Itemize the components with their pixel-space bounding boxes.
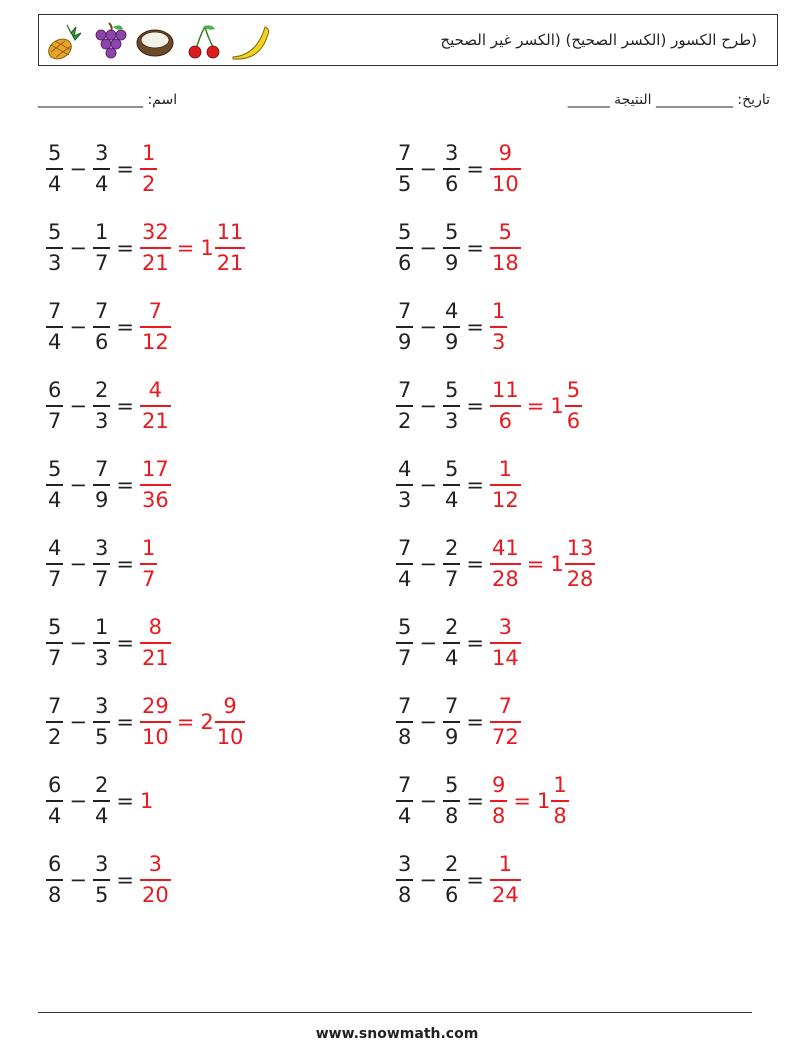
denominator: 7 bbox=[94, 566, 109, 591]
denominator: 7 bbox=[48, 566, 62, 591]
numerator: 3 bbox=[398, 852, 412, 877]
fruit-strip bbox=[43, 19, 273, 63]
answer bbox=[490, 459, 521, 511]
denominator: 3 bbox=[94, 408, 109, 433]
denominator: 21 bbox=[141, 645, 169, 670]
numerator: 7 bbox=[398, 299, 412, 324]
numerator: 3 bbox=[94, 141, 109, 166]
denominator: 18 bbox=[491, 250, 519, 275]
minus-sign: − bbox=[69, 789, 87, 813]
problem-item bbox=[396, 769, 569, 833]
minus-sign: − bbox=[69, 315, 87, 339]
minus-sign: − bbox=[69, 157, 87, 181]
cherries-icon bbox=[189, 25, 219, 58]
numerator: 5 bbox=[48, 457, 62, 482]
equals-sign: = bbox=[466, 631, 484, 655]
numerator: 7 bbox=[398, 536, 412, 561]
numerator: 5 bbox=[48, 220, 62, 245]
denominator: 3 bbox=[444, 408, 459, 433]
minuend-fraction bbox=[46, 775, 63, 827]
denominator: 72 bbox=[491, 724, 519, 749]
minuend-fraction bbox=[396, 380, 413, 432]
numerator: 7 bbox=[94, 299, 109, 324]
minus-sign: − bbox=[69, 236, 87, 260]
numerator: 9 bbox=[498, 141, 513, 166]
problem-item bbox=[396, 532, 595, 596]
answer bbox=[490, 775, 569, 827]
numerator: 6 bbox=[48, 773, 62, 798]
denominator: 14 bbox=[491, 645, 519, 670]
numerator: 3 bbox=[444, 141, 459, 166]
denominator: 8 bbox=[398, 882, 412, 907]
denominator: 4 bbox=[48, 487, 62, 512]
denominator: 4 bbox=[48, 329, 62, 354]
minus-sign: − bbox=[419, 315, 437, 339]
denominator: 4 bbox=[444, 487, 459, 512]
numerator: 1 bbox=[498, 457, 513, 482]
numerator: 5 bbox=[48, 615, 62, 640]
answer bbox=[140, 380, 171, 432]
minuend-fraction bbox=[396, 222, 413, 274]
answer-fraction bbox=[140, 459, 171, 511]
denominator: 7 bbox=[141, 566, 156, 591]
minuend-fraction bbox=[396, 617, 413, 669]
numerator: 3 bbox=[148, 852, 163, 877]
minuend-fraction bbox=[46, 143, 63, 195]
answer-fraction bbox=[490, 143, 521, 195]
denominator: 4 bbox=[398, 803, 412, 828]
answer bbox=[140, 538, 157, 590]
numerator: 17 bbox=[141, 457, 169, 482]
answer bbox=[490, 301, 507, 353]
answer bbox=[490, 222, 521, 274]
minuend-fraction bbox=[396, 538, 413, 590]
mixed-whole-part: 1 bbox=[200, 236, 214, 260]
equals-sign: = bbox=[116, 868, 134, 892]
denominator: 5 bbox=[94, 724, 109, 749]
denominator: 12 bbox=[141, 329, 169, 354]
denominator: 3 bbox=[491, 329, 506, 354]
subtrahend-fraction bbox=[93, 222, 110, 274]
answer bbox=[140, 301, 171, 353]
answer bbox=[140, 459, 171, 511]
answer bbox=[140, 617, 171, 669]
minuend-fraction bbox=[396, 854, 413, 906]
numerator: 2 bbox=[94, 773, 109, 798]
denominator: 20 bbox=[141, 882, 169, 907]
answer bbox=[490, 143, 521, 195]
denominator: 4 bbox=[94, 803, 109, 828]
answer-fraction bbox=[490, 459, 521, 511]
answer bbox=[140, 222, 245, 274]
problem-item bbox=[46, 374, 171, 438]
problem-item bbox=[46, 848, 171, 912]
numerator: 8 bbox=[148, 615, 163, 640]
equals-sign: = bbox=[466, 315, 484, 339]
problem-item bbox=[396, 690, 521, 754]
numerator: 1 bbox=[553, 773, 567, 798]
minus-sign: − bbox=[69, 473, 87, 497]
denominator: 9 bbox=[94, 487, 109, 512]
answer-fraction bbox=[490, 222, 521, 274]
equals-sign: = bbox=[116, 710, 134, 734]
coconut-icon bbox=[137, 30, 173, 56]
mixed-whole-part: 1 bbox=[550, 394, 564, 418]
answer-fraction bbox=[140, 380, 171, 432]
minus-sign: − bbox=[69, 868, 87, 892]
denominator: 10 bbox=[216, 724, 244, 749]
equals-sign: = bbox=[176, 236, 195, 260]
name-field-label: اسم: _______________ bbox=[38, 92, 178, 108]
minus-sign: − bbox=[69, 552, 87, 576]
numerator: 5 bbox=[398, 615, 412, 640]
answer-fraction bbox=[490, 301, 507, 353]
answer bbox=[490, 380, 582, 432]
numerator: 3 bbox=[94, 536, 109, 561]
equals-sign: = bbox=[176, 710, 195, 734]
denominator: 6 bbox=[498, 408, 513, 433]
equals-sign: = bbox=[116, 236, 134, 260]
answer-fraction bbox=[140, 222, 171, 274]
numerator: 5 bbox=[444, 378, 459, 403]
subtrahend-fraction bbox=[443, 538, 460, 590]
denominator: 21 bbox=[216, 250, 244, 275]
denominator: 6 bbox=[566, 408, 581, 433]
minus-sign: − bbox=[419, 710, 437, 734]
numerator: 5 bbox=[498, 220, 513, 245]
subtrahend-fraction bbox=[443, 459, 460, 511]
numerator: 7 bbox=[498, 694, 513, 719]
problem-item bbox=[396, 137, 521, 201]
subtrahend-fraction bbox=[443, 380, 460, 432]
equals-sign: = bbox=[116, 315, 134, 339]
numerator: 5 bbox=[566, 378, 581, 403]
equals-sign: = bbox=[116, 631, 134, 655]
numerator: 1 bbox=[141, 141, 156, 166]
answer bbox=[140, 854, 171, 906]
problem-item bbox=[46, 453, 171, 517]
minus-sign: − bbox=[419, 157, 437, 181]
subtrahend-fraction bbox=[443, 301, 460, 353]
minus-sign: − bbox=[419, 473, 437, 497]
footer-url: www.snowmath.com bbox=[315, 1026, 479, 1042]
answer-fraction bbox=[490, 380, 521, 432]
numerator: 1 bbox=[141, 536, 156, 561]
minuend-fraction bbox=[46, 854, 63, 906]
answer-fraction bbox=[140, 143, 157, 195]
numerator: 1 bbox=[498, 852, 513, 877]
subtrahend-fraction bbox=[93, 775, 110, 827]
denominator: 10 bbox=[491, 171, 519, 196]
denominator: 9 bbox=[398, 329, 412, 354]
numerator: 4 bbox=[148, 378, 163, 403]
numerator: 13 bbox=[566, 536, 594, 561]
footer-divider bbox=[38, 1012, 752, 1013]
minuend-fraction bbox=[396, 143, 413, 195]
numerator: 9 bbox=[223, 694, 237, 719]
date-score-label: تاريخ: ___________ النتيجة ______ bbox=[567, 92, 770, 108]
numerator: 5 bbox=[444, 457, 459, 482]
equals-sign: = bbox=[466, 473, 484, 497]
denominator: 36 bbox=[141, 487, 169, 512]
minuend-fraction bbox=[46, 380, 63, 432]
numerator: 6 bbox=[48, 378, 62, 403]
equals-sign: = bbox=[116, 552, 134, 576]
denominator: 2 bbox=[398, 408, 412, 433]
answer-fraction bbox=[140, 854, 171, 906]
equals-sign: = bbox=[466, 868, 484, 892]
problem-item bbox=[396, 848, 521, 912]
denominator: 7 bbox=[444, 566, 459, 591]
denominator: 7 bbox=[48, 408, 62, 433]
denominator: 4 bbox=[48, 803, 62, 828]
answer-fraction bbox=[490, 617, 521, 669]
numerator: 11 bbox=[491, 378, 519, 403]
equals-sign: = bbox=[116, 157, 134, 181]
denominator: 8 bbox=[398, 724, 412, 749]
minuend-fraction bbox=[396, 301, 413, 353]
denominator: 5 bbox=[94, 882, 109, 907]
denominator: 24 bbox=[491, 882, 519, 907]
answer-fraction bbox=[490, 854, 521, 906]
equals-sign: = bbox=[466, 157, 484, 181]
equals-sign: = bbox=[526, 552, 545, 576]
equals-sign: = bbox=[466, 710, 484, 734]
mixed-whole-part: 2 bbox=[200, 710, 214, 734]
problem-item bbox=[46, 690, 245, 754]
numerator: 7 bbox=[398, 694, 412, 719]
denominator: 4 bbox=[444, 645, 459, 670]
subtrahend-fraction bbox=[93, 538, 110, 590]
minus-sign: − bbox=[69, 394, 87, 418]
subtrahend-fraction bbox=[443, 696, 460, 748]
minuend-fraction bbox=[46, 301, 63, 353]
numerator: 3 bbox=[94, 852, 109, 877]
minuend-fraction bbox=[46, 459, 63, 511]
minus-sign: − bbox=[419, 236, 437, 260]
numerator: 6 bbox=[48, 852, 62, 877]
numerator: 9 bbox=[491, 773, 506, 798]
minus-sign: − bbox=[69, 631, 87, 655]
subtrahend-fraction bbox=[93, 143, 110, 195]
denominator: 7 bbox=[398, 645, 412, 670]
denominator: 21 bbox=[141, 408, 169, 433]
mixed-fraction-part bbox=[565, 538, 596, 590]
subtrahend-fraction bbox=[443, 222, 460, 274]
subtrahend-fraction bbox=[93, 380, 110, 432]
problem-item bbox=[46, 611, 171, 675]
minus-sign: − bbox=[419, 394, 437, 418]
problem-item bbox=[46, 295, 171, 359]
numerator: 7 bbox=[398, 773, 412, 798]
numerator: 7 bbox=[444, 694, 459, 719]
denominator: 7 bbox=[48, 645, 62, 670]
answer-fraction bbox=[140, 301, 171, 353]
equals-sign: = bbox=[526, 394, 545, 418]
worksheet-title: (طرح الكسور (الكسر الصحيح) (الكسر غير الصحيح bbox=[440, 31, 757, 49]
minuend-fraction bbox=[46, 617, 63, 669]
denominator: 5 bbox=[398, 171, 412, 196]
denominator: 6 bbox=[444, 882, 459, 907]
denominator: 3 bbox=[48, 250, 62, 275]
subtrahend-fraction bbox=[93, 617, 110, 669]
equals-sign: = bbox=[466, 236, 484, 260]
minus-sign: − bbox=[419, 631, 437, 655]
denominator: 21 bbox=[141, 250, 169, 275]
problem-item bbox=[396, 453, 521, 517]
problem-item bbox=[46, 137, 157, 201]
minuend-fraction bbox=[396, 459, 413, 511]
subtrahend-fraction bbox=[93, 459, 110, 511]
answer-fraction bbox=[140, 538, 157, 590]
numerator: 7 bbox=[48, 694, 62, 719]
denominator: 12 bbox=[491, 487, 519, 512]
answer-whole: 1 bbox=[139, 789, 154, 813]
numerator: 41 bbox=[491, 536, 519, 561]
answer-fraction bbox=[490, 775, 507, 827]
problem-item bbox=[396, 611, 521, 675]
numerator: 11 bbox=[216, 220, 244, 245]
numerator: 29 bbox=[141, 694, 169, 719]
answer-fraction bbox=[140, 617, 171, 669]
answer bbox=[490, 696, 521, 748]
numerator: 7 bbox=[398, 141, 412, 166]
minuend-fraction bbox=[396, 696, 413, 748]
denominator: 9 bbox=[444, 250, 459, 275]
subtrahend-fraction bbox=[93, 301, 110, 353]
denominator: 28 bbox=[491, 566, 519, 591]
denominator: 2 bbox=[141, 171, 156, 196]
worksheet-header bbox=[38, 14, 778, 66]
mixed-fraction-part bbox=[551, 775, 568, 827]
minus-sign: − bbox=[419, 789, 437, 813]
denominator: 4 bbox=[48, 171, 62, 196]
numerator: 3 bbox=[498, 615, 513, 640]
problem-item bbox=[46, 532, 157, 596]
denominator: 8 bbox=[491, 803, 506, 828]
equals-sign: = bbox=[116, 394, 134, 418]
numerator: 2 bbox=[94, 378, 109, 403]
answer bbox=[490, 617, 521, 669]
minuend-fraction bbox=[46, 696, 63, 748]
denominator: 7 bbox=[94, 250, 109, 275]
equals-sign: = bbox=[513, 789, 531, 813]
answer-fraction bbox=[140, 696, 171, 748]
denominator: 6 bbox=[398, 250, 412, 275]
problem-item bbox=[396, 216, 521, 280]
denominator: 4 bbox=[94, 171, 109, 196]
minus-sign: − bbox=[419, 868, 437, 892]
answer bbox=[140, 696, 245, 748]
numerator: 3 bbox=[94, 694, 109, 719]
answer bbox=[490, 854, 521, 906]
problem-item bbox=[396, 295, 507, 359]
denominator: 2 bbox=[48, 724, 62, 749]
mixed-whole-part: 1 bbox=[536, 789, 551, 813]
minuend-fraction bbox=[396, 775, 413, 827]
subtrahend-fraction bbox=[443, 775, 460, 827]
denominator: 6 bbox=[94, 329, 109, 354]
numerator: 7 bbox=[148, 299, 163, 324]
equals-sign: = bbox=[116, 473, 134, 497]
mixed-fraction-part bbox=[215, 696, 246, 748]
mixed-fraction-part bbox=[215, 222, 246, 274]
numerator: 2 bbox=[444, 615, 459, 640]
denominator: 9 bbox=[444, 329, 459, 354]
denominator: 8 bbox=[553, 803, 567, 828]
numerator: 5 bbox=[48, 141, 62, 166]
numerator: 2 bbox=[444, 852, 459, 877]
equals-sign: = bbox=[466, 789, 484, 813]
denominator: 4 bbox=[398, 566, 412, 591]
numerator: 5 bbox=[398, 220, 412, 245]
minus-sign: − bbox=[419, 552, 437, 576]
numerator: 1 bbox=[491, 299, 506, 324]
numerator: 32 bbox=[141, 220, 169, 245]
numerator: 7 bbox=[94, 457, 109, 482]
numerator: 2 bbox=[444, 536, 459, 561]
subtrahend-fraction bbox=[443, 854, 460, 906]
grapes-icon bbox=[96, 23, 126, 58]
denominator: 10 bbox=[141, 724, 169, 749]
problem-item bbox=[46, 216, 245, 280]
subtrahend-fraction bbox=[93, 854, 110, 906]
denominator: 9 bbox=[444, 724, 459, 749]
numerator: 7 bbox=[48, 299, 62, 324]
banana-icon bbox=[233, 27, 269, 59]
answer-fraction bbox=[490, 696, 521, 748]
answer bbox=[140, 143, 157, 195]
subtrahend-fraction bbox=[93, 696, 110, 748]
subtrahend-fraction bbox=[443, 617, 460, 669]
numerator: 4 bbox=[444, 299, 459, 324]
denominator: 6 bbox=[444, 171, 459, 196]
equals-sign: = bbox=[116, 789, 134, 813]
mixed-whole-part: 1 bbox=[550, 552, 564, 576]
mixed-fraction-part bbox=[565, 380, 582, 432]
problem-item bbox=[396, 374, 582, 438]
minus-sign: − bbox=[69, 710, 87, 734]
equals-sign: = bbox=[466, 394, 484, 418]
denominator: 3 bbox=[94, 645, 109, 670]
numerator: 1 bbox=[94, 615, 109, 640]
denominator: 28 bbox=[566, 566, 594, 591]
numerator: 1 bbox=[94, 220, 109, 245]
answer-fraction bbox=[490, 538, 521, 590]
denominator: 8 bbox=[48, 882, 62, 907]
numerator: 5 bbox=[444, 220, 459, 245]
minuend-fraction bbox=[46, 538, 63, 590]
subtrahend-fraction bbox=[443, 143, 460, 195]
equals-sign: = bbox=[466, 552, 484, 576]
numerator: 4 bbox=[398, 457, 412, 482]
denominator: 8 bbox=[444, 803, 459, 828]
minuend-fraction bbox=[46, 222, 63, 274]
answer bbox=[490, 538, 595, 590]
denominator: 3 bbox=[398, 487, 412, 512]
numerator: 5 bbox=[444, 773, 459, 798]
pineapple-icon bbox=[45, 25, 81, 63]
numerator: 7 bbox=[398, 378, 412, 403]
numerator: 4 bbox=[48, 536, 62, 561]
problem-item bbox=[46, 769, 153, 833]
